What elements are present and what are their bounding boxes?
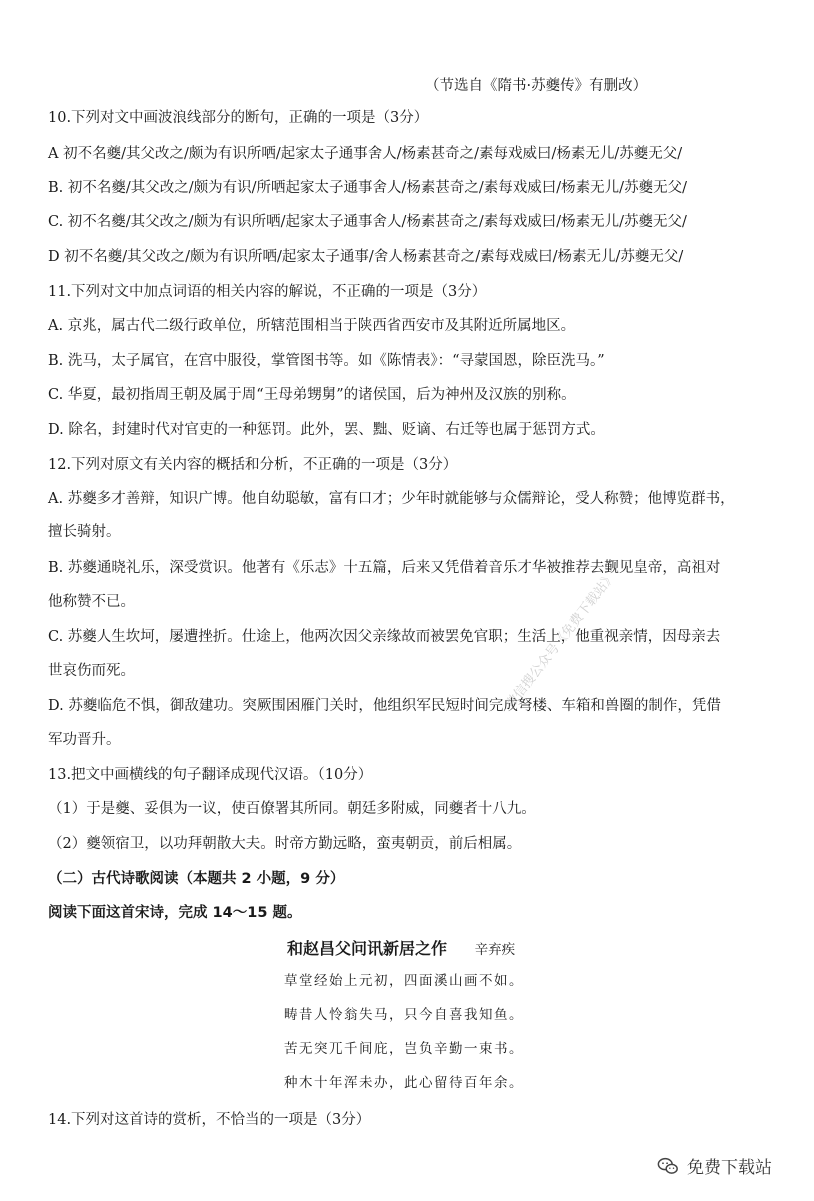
q12-option-d-line2: 军功晋升。	[48, 732, 121, 748]
footer-brand	[657, 1153, 772, 1178]
q13-sentence-2: （2）夔领宿卫，以功拜朝散大夫。时帝方勤远略，蛮夷朝贡，前后相属。	[48, 836, 522, 852]
q10-stem: 10.下列对文中画波浪线部分的断句，正确的一项是（3分）	[48, 110, 429, 126]
q11-option-a: A. 京兆，属古代二级行政单位，所辖范围相当于陕西省西安市及其附近所属地区。	[48, 318, 576, 334]
q10-option-c: C. 初不名夔/其父改之/颇为有识所哂/起家太子通事舍人/杨素甚奇之/素每戏威曰/杨素无儿/苏夔无父/	[48, 214, 687, 230]
q12-option-b-line2: 他称赞不已。	[48, 594, 135, 610]
poem-title	[287, 936, 515, 959]
section-instruction: 阅读下面这首宋诗，完成 14～15 题。	[48, 905, 302, 921]
section-heading: （二）古代诗歌阅读（本题共 2 小题，9 分）	[48, 871, 345, 887]
q11-option-b: B. 洗马，太子属官，在宫中服役，掌管图书等。如《陈情表》：“寻蒙国恩，除臣洗马。”	[48, 353, 605, 369]
q12-option-c-line1: C. 苏夔人生坎坷，屡遭挫折。仕途上，他两次因父亲缘故而被罢免官职；生活上，他重视亲情，因母亲去	[48, 629, 721, 645]
poem-author: 辛弃疾	[474, 942, 516, 958]
q13-sentence-1: （1）于是夔、妥俱为一议，使百僚署其所同。朝廷多附威，同夔者十八九。	[48, 801, 536, 817]
q11-option-d: D. 除名，封建时代对官吏的一种惩罚。此外，罢、黜、贬谪、右迁等也属于惩罚方式。	[48, 422, 605, 438]
footer-brand-text: 免费下载站	[687, 1158, 772, 1178]
q14-stem: 14.下列对这首诗的赏析，不恰当的一项是（3分）	[48, 1112, 371, 1128]
watermark: 微信搜公众号《免费下载站》	[503, 569, 620, 712]
poem-line-4: 种木十年浑未办，此心留待百年余。	[284, 1075, 524, 1091]
q10-option-d: D 初不名夔/其父改之/颇为有识所哂/起家太子通事/舍人杨素甚奇之/素每戏威曰/杨素无儿/苏夔无父/	[48, 249, 684, 265]
q11-option-c: C. 华夏，最初指周王朝及属于周“王母弟甥舅”的诸侯国，后为神州及汉族的别称。	[48, 387, 576, 403]
q12-option-a-line2: 擅长骑射。	[48, 524, 121, 540]
poem-line-3: 苦无突兀千间庇，岂负辛勤一束书。	[284, 1041, 524, 1057]
q12-option-a-line1: A. 苏夔多才善辩，知识广博。他自幼聪敏，富有口才；少年时就能够与众儒辩论，受人称赞；他博览群书，	[48, 491, 735, 507]
poem-line-1: 草堂经始上元初，四面溪山画不如。	[284, 973, 524, 989]
poem-title-text: 和赵昌父问讯新居之作	[287, 939, 448, 958]
q12-option-d-line1: D. 苏夔临危不惧，御敌建功。突厥围困雁门关时，他组织军民短时间完成弩楼、车箱和兽圈的制作，凭借	[48, 698, 721, 714]
wechat-icon	[657, 1155, 679, 1177]
source-note: （节选自《隋书·苏夔传》有删改）	[425, 78, 648, 94]
q11-stem: 11.下列对文中加点词语的相关内容的解说，不正确的一项是（3分）	[48, 284, 487, 300]
q13-stem: 13.把文中画横线的句子翻译成现代汉语。（10分）	[48, 767, 373, 783]
q10-option-b: B. 初不名夔/其父改之/颇为有识/所哂起家太子通事舍人/杨素甚奇之/素每戏威曰/杨素无儿/苏夔无父/	[48, 180, 687, 196]
q12-option-c-line2: 世哀伤而死。	[48, 663, 135, 679]
q10-option-a: A 初不名夔/其父改之/颇为有识所哂/起家太子通事舍人/杨素甚奇之/素每戏威曰/杨素无儿/苏夔无父/	[48, 146, 683, 162]
q12-option-b-line1: B. 苏夔通晓礼乐，深受赏识。他著有《乐志》十五篇，后来又凭借着音乐才华被推荐去觐见皇帝，高祖对	[48, 560, 721, 576]
poem-line-2: 畴昔人怜翁失马，只今自喜我知鱼。	[284, 1007, 524, 1023]
q12-stem: 12.下列对原文有关内容的概括和分析，不正确的一项是（3分）	[48, 457, 458, 473]
